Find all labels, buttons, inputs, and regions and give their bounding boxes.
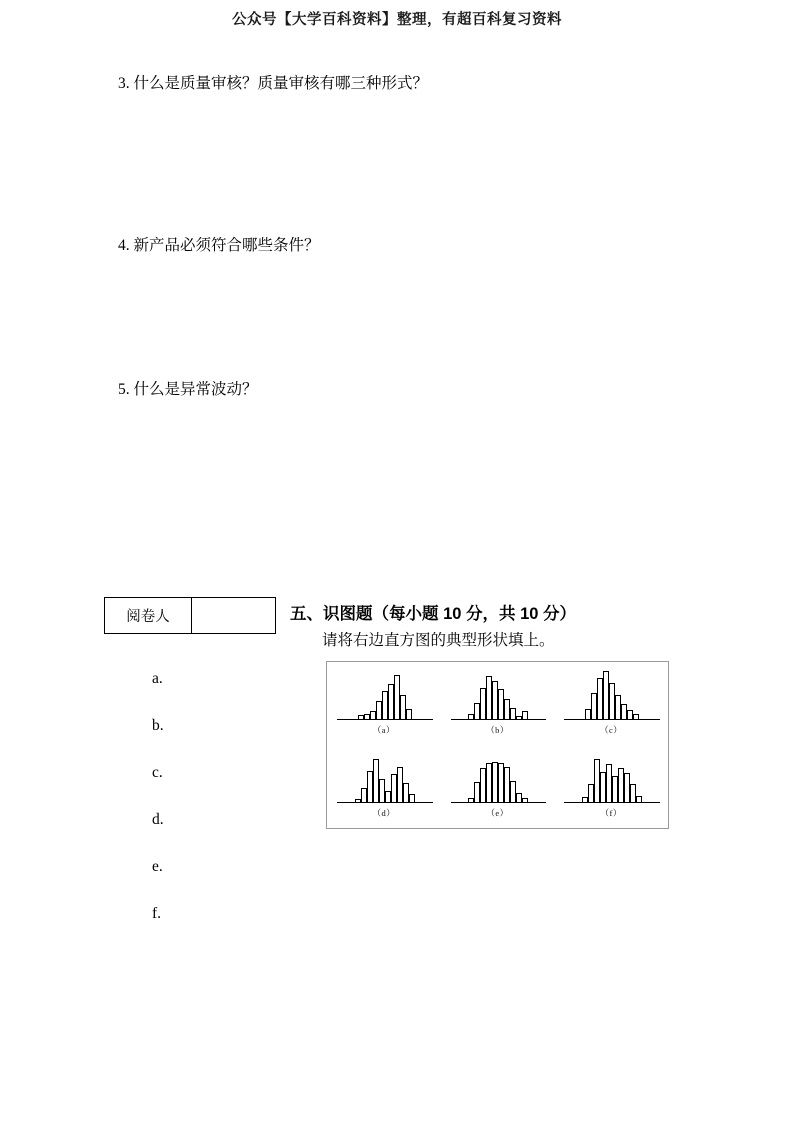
answer-letter-list — [152, 655, 252, 937]
list-item[interactable]: f. — [152, 905, 162, 922]
histogram-cell — [327, 745, 441, 828]
histogram-plot — [562, 668, 662, 720]
question-3: 3. 什么是质量审核？质量审核有哪三种形式？ — [118, 75, 429, 92]
section-subtitle: 请将右边直方图的典型形状填上。 — [322, 632, 555, 649]
histogram-figure — [326, 661, 669, 829]
histogram-plot — [449, 751, 549, 803]
section-title: 五、识图题（每小题 10 分，共 10 分） — [290, 605, 577, 623]
histogram-axis — [451, 802, 547, 803]
list-item[interactable]: b. — [152, 717, 164, 734]
histogram-bars — [562, 751, 662, 803]
grader-label: 阅卷人 — [105, 598, 192, 633]
question-5: 5. 什么是异常波动？ — [118, 381, 258, 398]
histogram-caption: （a） — [372, 725, 395, 735]
histogram-axis — [564, 802, 660, 803]
histogram-axis — [451, 719, 547, 720]
histogram-grid — [327, 662, 668, 828]
histogram-cell — [554, 745, 668, 828]
histogram-bars — [335, 668, 435, 720]
histogram-bars — [449, 668, 549, 720]
histogram-plot — [335, 668, 435, 720]
list-item[interactable]: d. — [152, 811, 164, 828]
histogram-bars — [335, 751, 435, 803]
histogram-cell — [441, 745, 555, 828]
histogram-cell — [441, 662, 555, 745]
histogram-axis — [337, 719, 433, 720]
histogram-caption: （c） — [600, 725, 623, 735]
histogram-caption: （f） — [600, 808, 622, 818]
grader-box — [104, 597, 276, 634]
list-item[interactable]: a. — [152, 670, 163, 687]
histogram-bars — [449, 751, 549, 803]
histogram-plot — [335, 751, 435, 803]
watermark-header: 公众号【大学百科资料】整理，有超百科复习资料 — [232, 12, 562, 28]
grader-score-field[interactable] — [192, 598, 275, 633]
question-4: 4. 新产品必须符合哪些条件？ — [118, 237, 320, 254]
histogram-axis — [337, 802, 433, 803]
histogram-bars — [562, 668, 662, 720]
histogram-caption: （e） — [486, 808, 509, 818]
list-item[interactable]: e. — [152, 858, 163, 875]
histogram-caption: （b） — [486, 725, 509, 735]
histogram-plot — [562, 751, 662, 803]
histogram-axis — [564, 719, 660, 720]
histogram-cell — [327, 662, 441, 745]
histogram-cell — [554, 662, 668, 745]
histogram-caption: （d） — [372, 808, 396, 818]
list-item[interactable]: c. — [152, 764, 163, 781]
histogram-plot — [449, 668, 549, 720]
